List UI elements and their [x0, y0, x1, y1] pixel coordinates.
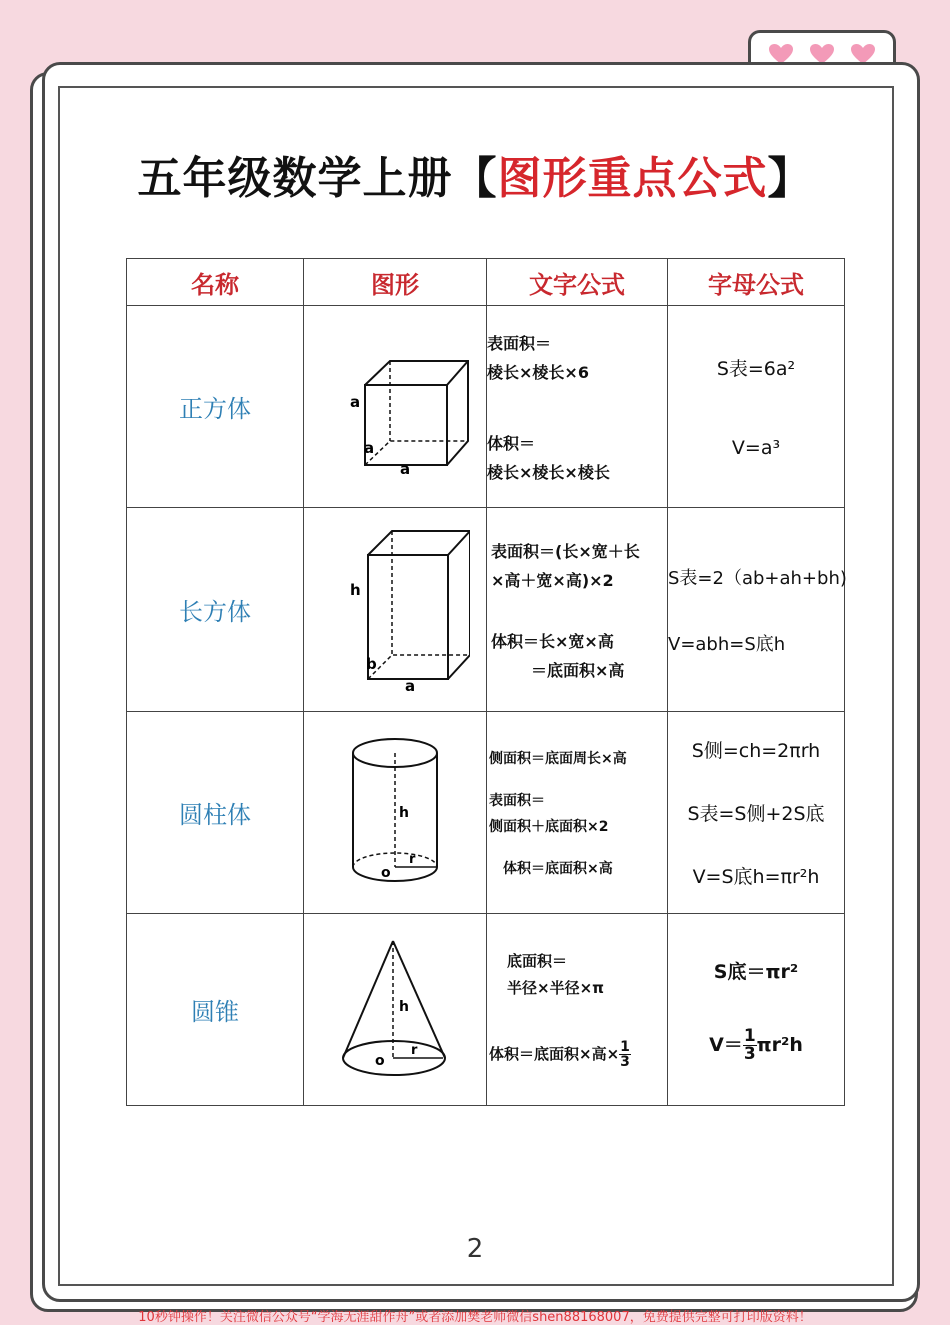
header-name: 名称	[127, 259, 304, 306]
cone-drawing	[335, 933, 455, 1083]
cylinder-word-formulas	[487, 712, 668, 914]
cylinder-label-height: h	[399, 804, 409, 821]
header-word-formula: 文字公式	[487, 259, 668, 306]
word-line: ×高＋宽×高)×2	[491, 570, 614, 590]
cube-label-width: a	[400, 459, 411, 475]
cube-drawing	[320, 335, 470, 475]
cone-volume-text: 体积＝底面积×高×	[489, 1045, 620, 1063]
shape-name-cube: 正方体	[127, 306, 304, 508]
formula-table	[126, 258, 845, 1106]
cube-figure	[304, 306, 487, 508]
page-title	[0, 142, 950, 206]
cone-label-height: h	[399, 998, 409, 1015]
cube-word-formulas	[487, 306, 668, 508]
cylinder-label-radius: r	[409, 851, 416, 867]
title-highlight: 图形重点公式	[497, 153, 768, 204]
footer-note: 10秒钟操作！关注微信公众号“学海无涯甜作舟”或者添加樊老师微信shen88168007，免费提供完整可打印版资料！	[138, 1310, 812, 1325]
cuboid-drawing	[320, 523, 470, 693]
cone-volume-letter-line: V＝ $\frac{1}{3}$ πr²h	[709, 1025, 803, 1064]
shape-name-cylinder: 圆柱体	[127, 712, 304, 914]
table-header-row	[127, 259, 845, 306]
cube-letter-formulas	[668, 306, 845, 508]
cuboid-label-height: h	[350, 580, 361, 599]
letter-line: V=abh=S底h	[668, 633, 786, 655]
cuboid-label-width: a	[405, 676, 416, 693]
word-line: ＝底面积×高	[531, 660, 625, 680]
shape-name-cuboid: 长方体	[127, 508, 304, 712]
page-number: 2	[466, 1234, 484, 1264]
cone-letter-formulas	[668, 914, 845, 1106]
word-line: 侧面积＋底面积×2	[489, 818, 609, 835]
word-line: 半径×半径×π	[507, 979, 605, 997]
letter-line: V=S底h=πr²h	[692, 866, 820, 888]
letter-line: S底＝πr²	[713, 960, 799, 983]
word-line: 棱长×棱长×棱长	[487, 462, 610, 482]
letter-line: S表=S侧+2S底	[687, 803, 825, 825]
table-row	[127, 508, 845, 712]
fraction-one-third: $\frac{1}{3}$	[620, 1039, 630, 1070]
table-row	[127, 914, 845, 1106]
letter-line: S表=2（ab+ah+bh)	[668, 567, 847, 589]
letter-line: S侧=ch=2πrh	[691, 740, 821, 762]
cube-label-height: a	[350, 392, 361, 411]
header-figure: 图形	[304, 259, 487, 306]
cuboid-label-depth: b	[366, 654, 377, 673]
word-line: 体积＝	[487, 433, 536, 453]
cuboid-letter-formulas	[668, 508, 845, 712]
title-end: 】	[767, 153, 813, 204]
cylinder-letter-formulas	[668, 712, 845, 914]
word-line: 底面积＝	[507, 952, 568, 970]
cone-label-radius: r	[411, 1042, 418, 1058]
title-main: 五年级数学上册【	[137, 153, 498, 204]
word-line: 表面积＝	[487, 333, 552, 353]
letter-line: V=a³	[731, 437, 781, 459]
cone-figure	[304, 914, 487, 1106]
header-letter-formula: 字母公式	[668, 259, 845, 306]
shape-name-cone: 圆锥	[127, 914, 304, 1106]
cone-word-formulas	[487, 914, 668, 1106]
cuboid-figure	[304, 508, 487, 712]
word-line: 表面积＝(长×宽＋长	[491, 541, 640, 561]
cylinder-label-center: o	[381, 864, 391, 881]
word-line: 侧面积＝底面周长×高	[489, 750, 627, 767]
word-line: 棱长×棱长×6	[487, 362, 589, 382]
cone-volume-line	[489, 1040, 667, 1069]
fraction-one-third: $\frac{1}{3}$	[743, 1025, 756, 1064]
cuboid-word-formulas	[487, 508, 668, 712]
cylinder-figure	[304, 712, 487, 914]
word-line: 体积＝长×宽×高	[491, 631, 614, 651]
cylinder-drawing	[335, 731, 455, 891]
letter-line: S表=6a²	[716, 358, 796, 380]
table-row	[127, 712, 845, 914]
table-row	[127, 306, 845, 508]
word-line: 表面积＝	[489, 792, 545, 809]
cone-label-center: o	[375, 1052, 385, 1069]
word-line: 体积＝底面积×高	[503, 860, 613, 877]
cube-label-depth: a	[364, 438, 375, 457]
